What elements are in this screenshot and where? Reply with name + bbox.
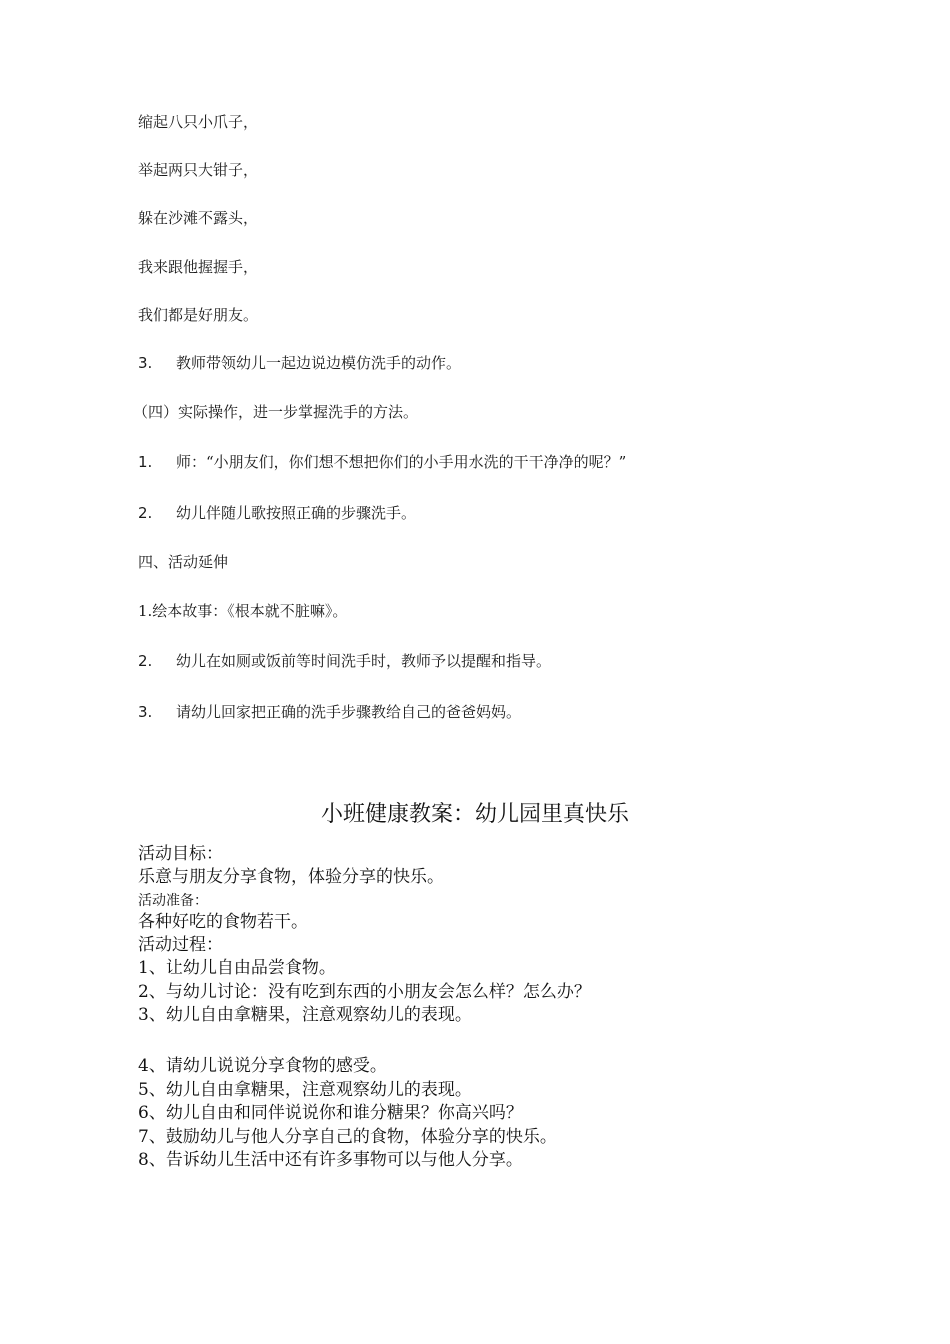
- step-item: [138, 452, 626, 472]
- step-number: 3.: [138, 703, 153, 721]
- extension-item: [138, 651, 551, 671]
- step-item: [138, 353, 461, 373]
- prep-text: 各种好吃的食物若干。: [138, 912, 308, 932]
- process-step: 7、鼓励幼儿与他人分享自己的食物，体验分享的快乐。: [138, 1127, 557, 1147]
- process-step: 5、幼儿自由拿糖果，注意观察幼儿的表现。: [138, 1080, 472, 1100]
- step-number: 2.: [138, 504, 153, 522]
- step-text: 师：“小朋友们，你们想不想把你们的小手用水洗的干干净净的呢？”: [176, 453, 627, 471]
- section-heading: 四、活动延伸: [138, 553, 229, 571]
- step-text: 请幼儿回家把正确的洗手步骤教给自己的爸爸妈妈。: [176, 703, 522, 721]
- poem-line: 我们都是好朋友。: [138, 306, 259, 324]
- step-number: 3.: [138, 354, 153, 372]
- poem-line: 举起两只大钳子，: [138, 161, 259, 179]
- step-item: [138, 503, 416, 523]
- step-number: 1.: [138, 453, 153, 471]
- process-label: 活动过程：: [138, 935, 223, 955]
- step-text: 幼儿伴随儿歌按照正确的步骤洗手。: [176, 504, 417, 522]
- extension-item: [138, 702, 521, 722]
- prep-label: 活动准备：: [138, 893, 208, 909]
- extension-item: 1.绘本故事：《根本就不脏嘛》。: [138, 602, 348, 620]
- step-text: 教师带领幼儿一起边说边模仿洗手的动作。: [176, 354, 462, 372]
- poem-line: 缩起八只小爪子，: [138, 113, 259, 131]
- step-text: 幼儿在如厕或饭前等时间洗手时，教师予以提醒和指导。: [176, 652, 552, 670]
- process-step: 2、与幼儿讨论：没有吃到东西的小朋友会怎么样？怎么办？: [138, 982, 591, 1002]
- section-heading: （四）实际操作，进一步掌握洗手的方法。: [133, 403, 419, 421]
- process-step: 1、让幼儿自由品尝食物。: [138, 958, 336, 978]
- step-number: 2.: [138, 652, 153, 670]
- poem-line: 躲在沙滩不露头，: [138, 209, 259, 227]
- lesson-title: 小班健康教案：幼儿园里真快乐: [320, 802, 629, 827]
- poem-line: 我来跟他握握手，: [138, 258, 259, 276]
- process-step: 4、请幼儿说说分享食物的感受。: [138, 1056, 387, 1076]
- goal-text: 乐意与朋友分享食物，体验分享的快乐。: [138, 867, 444, 887]
- goal-label: 活动目标：: [138, 844, 223, 864]
- process-step: 3、幼儿自由拿糖果，注意观察幼儿的表现。: [138, 1005, 472, 1025]
- process-step: 8、告诉幼儿生活中还有许多事物可以与他人分享。: [138, 1150, 523, 1170]
- process-step: 6、幼儿自由和同伴说说你和谁分糖果？你高兴吗？: [138, 1103, 523, 1123]
